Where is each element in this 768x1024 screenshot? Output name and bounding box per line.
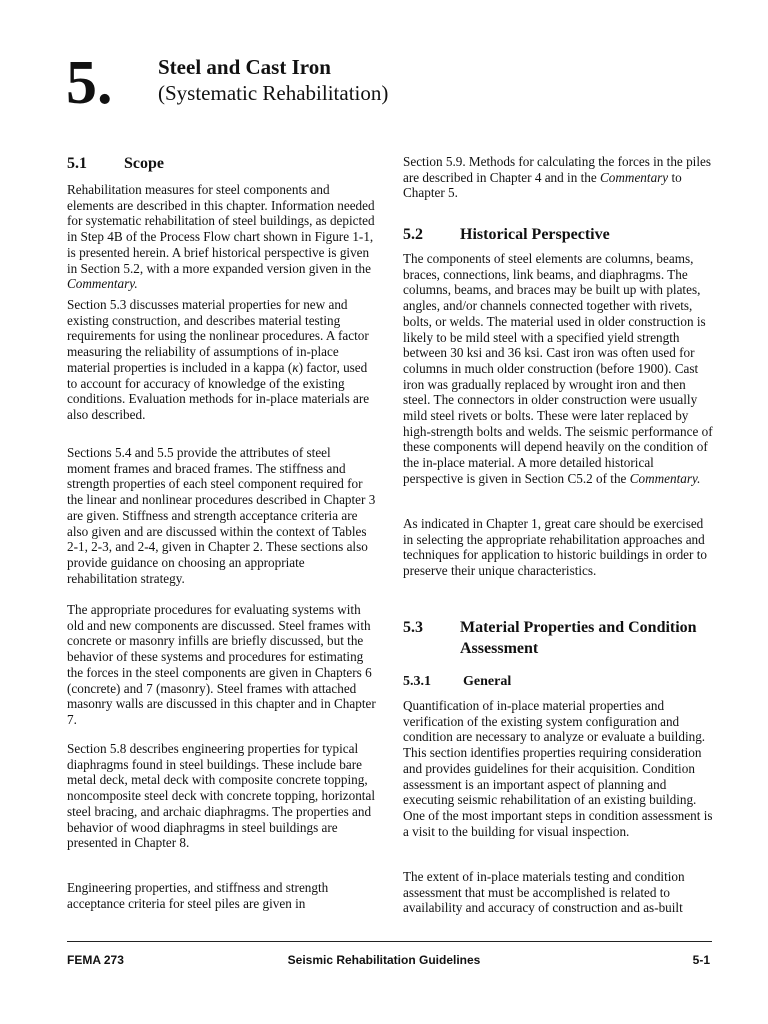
- footer-publication: FEMA 273: [67, 953, 124, 967]
- paragraph-text: ) factor, used to account for accuracy of knowledge of the existing conditions. Evaluation methods for in-place materials are also described.: [67, 359, 370, 422]
- paragraph: [403, 154, 713, 201]
- paragraph-text: Section 5.9. Methods for calculating the forces in the piles are described in Chapter 4 and in the: [403, 154, 711, 185]
- paragraph-text: to Chapter 5.: [403, 169, 682, 201]
- kappa-symbol: κ: [292, 359, 299, 375]
- chapter-number: 5.: [66, 49, 113, 117]
- paragraph: Section 5.8 describes engineering properties for typical diaphragms found in steel buildings. These include bare metal deck, metal deck with composite concrete topping, noncomposite steel deck with concrete topping, horizontal steel bracing, and archaic diaphragms. The properties and behavior of wood diaphragms in steel buildings are presented in Chapter 8.: [67, 741, 375, 851]
- page-number: 5-1: [692, 953, 710, 967]
- paragraph: [67, 297, 377, 423]
- section-number: 5.3: [403, 619, 423, 636]
- paragraph: [67, 182, 377, 292]
- footer-rule: [67, 941, 712, 942]
- chapter-subtitle: (Systematic Rehabilitation): [158, 81, 389, 105]
- section-title: Historical Perspective: [460, 226, 610, 243]
- section-title: General: [463, 674, 512, 689]
- paragraph-text: Section 5.3 discusses material properties for new and existing construction, and describes material testing requirements for using the nonlinear procedures. A factor measuring the reliability of assumptions of in-place material properties is included in a kappa (: [67, 297, 369, 375]
- paragraph: The appropriate procedures for evaluating systems with old and new components are discussed. Steel frames with concrete or masonry infills are briefly discussed, but the behavior of these systems and procedures for estimating the forces in the steel components are given in Chapters 6 (concrete) and 7 (masonry). Steel frames with attached masonry walls are discussed in this chapter and in Chapter 7.: [67, 602, 376, 727]
- paragraph: [403, 251, 713, 487]
- section-number: 5.2: [403, 226, 423, 243]
- section-number: 5.1: [67, 155, 87, 172]
- paragraph: Quantification of in-place material properties and verification of the existing system configuration and condition are necessary to analyze or evaluate a building. This section identifies properties requiring consideration and provides guidelines for their acquisition. Condition assessment is an important aspect of planning and executing seismic rehabilitation of an existing building. One of the most important steps in condition assessment is a visit to the building for visual inspection.: [403, 698, 713, 839]
- paragraph-italic-text: Commentary.: [629, 470, 701, 486]
- chapter-title: Steel and Cast Iron: [158, 55, 331, 79]
- footer-title: Seismic Rehabilitation Guidelines: [287, 953, 481, 967]
- paragraph: Engineering properties, and stiffness and strength acceptance criteria for steel piles are given in: [67, 880, 329, 911]
- paragraph-text: The components of steel elements are columns, beams, braces, connections, link beams, and diaphragms. The columns, beams, and braces may be built up with plates, angles, and/or channels connected together with rivets, bolts, or welds. The material used in older construction is likely to be mild steel with a specified yield strength between 30 ksi and 36 ksi. Cast iron was often used for columns in much older construction (before 1900). Cast iron was gradually replaced by wrought iron and then steel. The connectors in older construction were usually mild steel rivets or bolts. These were later replaced by high-strength bolts and welds. The seismic performance of these components will depend heavily on the condition of the in-place material. A more detailed historical perspective is given in Section C5.2 of the: [403, 251, 713, 486]
- paragraph-italic-text: Commentary.: [67, 276, 138, 292]
- paragraph: Sections 5.4 and 5.5 provide the attributes of steel moment frames and braced frames. The stiffness and strength properties of each steel component required for the linear and nonlinear procedures described in Chapter 3 are given. Stiffness and strength acceptance criteria are also given and are discussed within the context of Tables 2-1, 2-3, and 2-4, given in Chapter 2. These sections also provide guidance on choosing an appropriate rehabilitation strategy.: [67, 445, 376, 586]
- section-title: Material Properties and Condition Assessment: [460, 619, 697, 657]
- section-title: Scope: [124, 155, 164, 172]
- paragraph: As indicated in Chapter 1, great care should be exercised in selecting the appropriate rehabilitation approaches and techniques for application to historic buildings in order to preserve their unique characteristics.: [403, 516, 707, 579]
- paragraph-text: Rehabilitation measures for steel components and elements are described in this chapter. Information needed for systematic rehabilitation of steel buildings, as depicted in Step 4B of the Process Flow chart shown in Figure 1-1, is presented herein. A brief historical perspective is given in Section 5.2, with a more expanded version given in the: [67, 182, 375, 276]
- paragraph-italic-text: Commentary: [600, 169, 669, 185]
- paragraph: The extent of in-place materials testing and condition assessment that must be accomplished is related to availability and accuracy of construction and as-built: [403, 869, 685, 916]
- section-number: 5.3.1: [403, 674, 431, 689]
